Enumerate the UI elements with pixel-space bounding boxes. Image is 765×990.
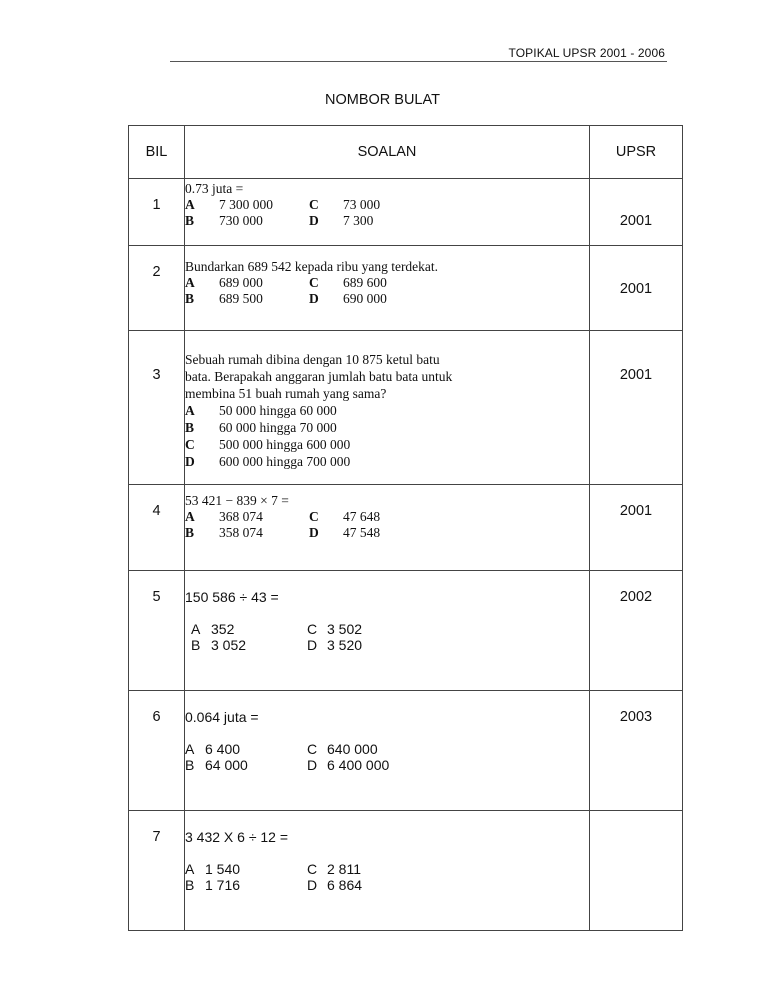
option-letter: C <box>307 621 318 637</box>
option-letter: D <box>307 757 318 773</box>
question-number-text: 7 <box>152 829 161 845</box>
option-row <box>185 402 589 419</box>
upsr-year-text <box>590 811 682 829</box>
question-line: bata. Berapakah anggaran jumlah batu bata untuk <box>185 369 453 384</box>
option-c: 689 600 <box>343 275 387 290</box>
option-row <box>185 509 589 525</box>
option-letter: C <box>307 861 318 877</box>
page-title: NOMBOR BULAT <box>325 92 440 108</box>
question-number <box>129 811 185 931</box>
option-row <box>185 877 589 893</box>
option-letter: A <box>185 403 195 418</box>
question-number-text: 1 <box>152 197 161 213</box>
option-letter: A <box>185 197 195 212</box>
question-cell <box>185 571 590 691</box>
option-row <box>185 637 589 653</box>
option-letter: D <box>185 454 195 469</box>
upsr-year <box>590 485 683 571</box>
table-row <box>129 179 683 246</box>
option-d: 600 000 hingga 700 000 <box>219 454 351 469</box>
option-d: 7 300 <box>343 213 374 228</box>
table-header-row <box>129 126 683 179</box>
option-letter: C <box>307 741 318 757</box>
upsr-year <box>590 811 683 931</box>
option-a: 689 000 <box>219 275 263 290</box>
question-text <box>185 331 589 402</box>
option-d: 6 864 <box>327 877 363 893</box>
option-letter: A <box>191 621 201 637</box>
option-letter: D <box>307 637 318 653</box>
upsr-year <box>590 246 683 331</box>
option-letter: D <box>309 213 319 228</box>
option-d: 3 520 <box>327 637 363 653</box>
upsr-year <box>590 571 683 691</box>
header-bil: BIL <box>129 126 185 179</box>
option-letter: D <box>307 877 318 893</box>
question-number-text: 5 <box>152 589 161 605</box>
option-row <box>185 291 589 307</box>
option-row <box>185 525 589 541</box>
question-number-text: 3 <box>152 367 161 383</box>
option-b: 1 716 <box>205 877 241 893</box>
option-c: 73 000 <box>343 197 381 212</box>
option-c: 3 502 <box>327 621 363 637</box>
option-letter: A <box>185 509 195 524</box>
upsr-year-text: 2001 <box>619 503 653 519</box>
option-letter: A <box>185 741 195 757</box>
question-number <box>129 691 185 811</box>
option-letter: C <box>309 509 319 524</box>
option-b: 60 000 hingga 70 000 <box>219 420 337 435</box>
question-number <box>129 246 185 331</box>
question-number <box>129 331 185 485</box>
option-letter: C <box>185 437 195 452</box>
option-c: 47 648 <box>343 509 381 524</box>
option-row <box>185 453 589 470</box>
option-letter: A <box>185 275 195 290</box>
upsr-year-text: 2001 <box>619 367 653 383</box>
option-letter: B <box>185 757 195 773</box>
question-line: membina 51 buah rumah yang sama? <box>185 386 387 401</box>
question-number-text: 2 <box>152 264 161 280</box>
option-letter: B <box>185 525 195 540</box>
option-row <box>185 419 589 436</box>
option-c: 500 000 hingga 600 000 <box>219 437 351 452</box>
question-table <box>128 125 683 931</box>
upsr-year <box>590 691 683 811</box>
option-row <box>185 741 589 757</box>
upsr-year <box>590 331 683 485</box>
table-row <box>129 691 683 811</box>
option-b: 64 000 <box>205 757 248 773</box>
option-row <box>185 621 589 637</box>
option-letter: B <box>185 877 195 893</box>
table-row <box>129 571 683 691</box>
option-letter: D <box>309 291 319 306</box>
question-number-text: 6 <box>152 709 161 725</box>
upsr-year-text: 2001 <box>619 213 653 229</box>
option-letter: B <box>191 637 201 653</box>
option-b: 689 500 <box>219 291 263 306</box>
option-a: 50 000 hingga 60 000 <box>219 403 337 418</box>
option-a: 1 540 <box>205 861 241 877</box>
question-number <box>129 179 185 246</box>
question-cell <box>185 691 590 811</box>
upsr-year-text: 2003 <box>619 709 653 725</box>
question-number-text: 4 <box>152 503 161 519</box>
option-d: 690 000 <box>343 291 387 306</box>
question-text: 3 432 X 6 ÷ 12 = <box>185 829 289 845</box>
header-upsr: UPSR <box>590 126 683 179</box>
option-d: 6 400 000 <box>327 757 390 773</box>
upsr-year-text: 2001 <box>619 281 653 297</box>
option-row <box>185 436 589 453</box>
option-b: 358 074 <box>219 525 263 540</box>
table-row <box>129 485 683 571</box>
option-letter: B <box>185 420 195 435</box>
question-cell <box>185 331 590 485</box>
table-row <box>129 331 683 485</box>
question-cell <box>185 179 590 246</box>
question-text: 0.73 juta = <box>185 181 244 196</box>
option-c: 640 000 <box>327 741 378 757</box>
table-row <box>129 811 683 931</box>
running-header-text: TOPIKAL UPSR 2001 - 2006 <box>508 46 665 60</box>
option-a: 6 400 <box>205 741 241 757</box>
option-letter: A <box>185 861 195 877</box>
question-number <box>129 571 185 691</box>
question-text: 53 421 − 839 × 7 = <box>185 493 289 508</box>
option-b: 3 052 <box>211 637 247 653</box>
header-soalan: SOALAN <box>185 126 590 179</box>
running-header <box>170 44 667 62</box>
option-letter: D <box>309 525 319 540</box>
question-number <box>129 485 185 571</box>
option-a: 368 074 <box>219 509 263 524</box>
option-row <box>185 275 589 291</box>
option-row <box>185 197 589 213</box>
question-line: Sebuah rumah dibina dengan 10 875 ketul batu <box>185 352 440 367</box>
option-c: 2 811 <box>327 861 361 877</box>
upsr-year <box>590 179 683 246</box>
question-text: Bundarkan 689 542 kepada ribu yang terdekat. <box>185 259 439 274</box>
option-row <box>185 757 589 773</box>
question-cell <box>185 811 590 931</box>
question-text: 0.064 juta = <box>185 709 259 725</box>
question-cell <box>185 246 590 331</box>
option-letter: B <box>185 213 195 228</box>
question-cell <box>185 485 590 571</box>
table-row <box>129 246 683 331</box>
option-b: 730 000 <box>219 213 263 228</box>
option-row <box>185 861 589 877</box>
option-letter: C <box>309 275 319 290</box>
upsr-year-text: 2002 <box>619 589 653 605</box>
option-a: 352 <box>211 621 235 637</box>
option-row <box>185 213 589 229</box>
option-letter: C <box>309 197 319 212</box>
option-letter: B <box>185 291 195 306</box>
question-text: 150 586 ÷ 43 = <box>185 589 279 605</box>
option-a: 7 300 000 <box>219 197 273 212</box>
option-d: 47 548 <box>343 525 381 540</box>
